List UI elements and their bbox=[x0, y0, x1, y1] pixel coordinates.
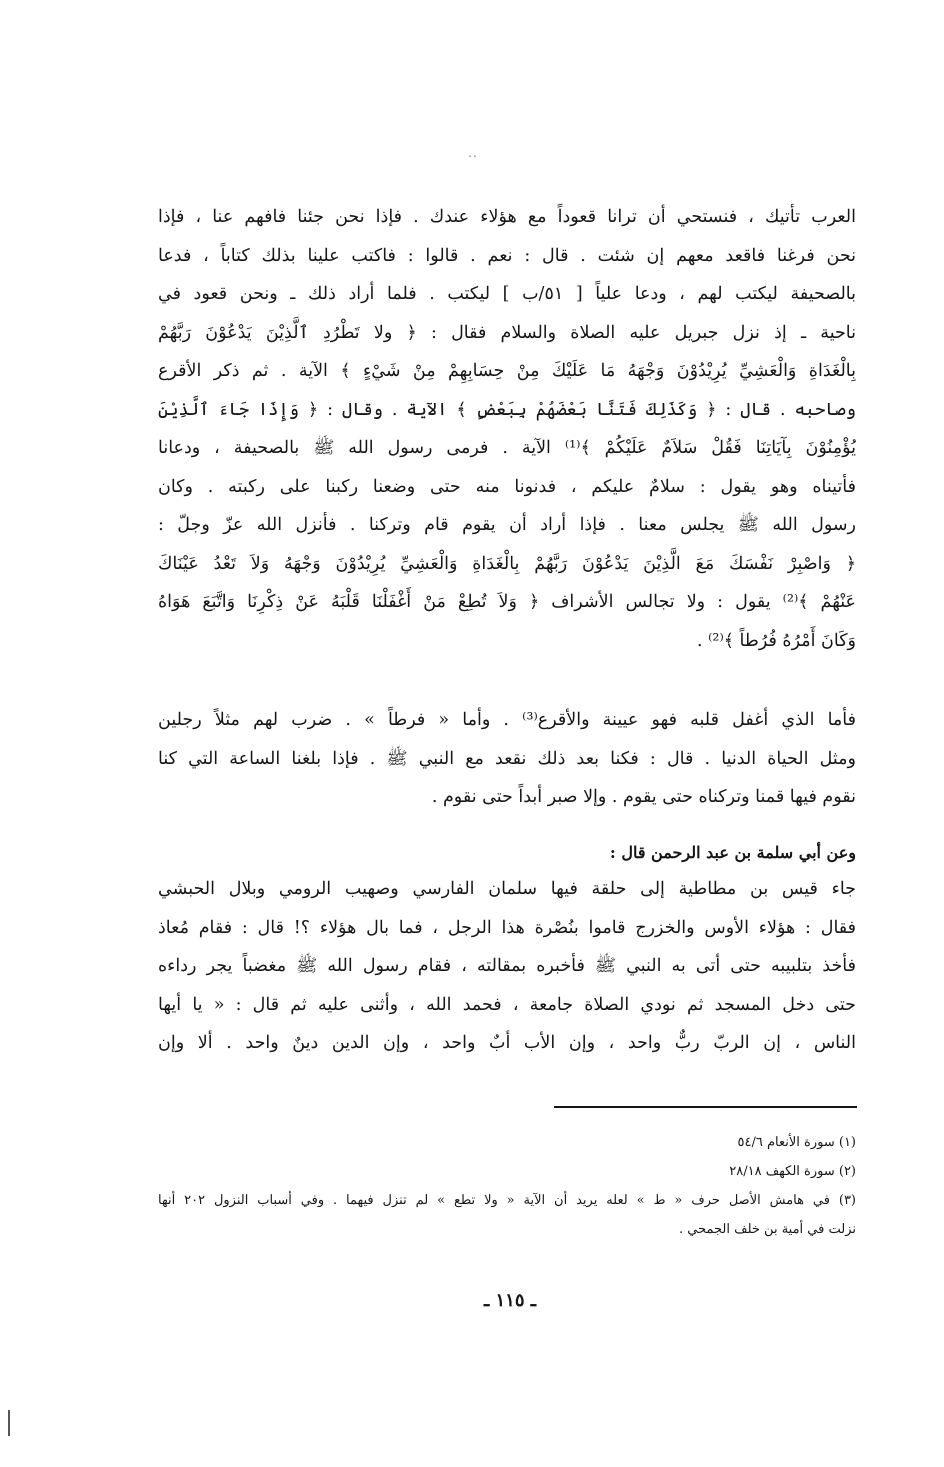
text-line: جاء قيس بن مطاطية إلى حلقة فيها سلمان الفارسي وصهيب الرومي وبلال الحبشي bbox=[158, 879, 856, 899]
text-line: ﴿ وَاصْبِرْ نَفْسَكَ مَعَ الَّذِيْنَ يَدْعُوْنَ رَبَّهُمْ بِالْغَدَاةِ وَالْعَشِيِّ يُرِيْدُوْنَ وَجْهَهُ وَلاَ تَعْدُ عَيْنَاكَ bbox=[158, 553, 856, 574]
text-line: عَنْهُمْ ﴾⁽²⁾ يقول : ولا تجالس الأشراف ﴿ وَلاَ تُطِعْ مَنْ أَغْفَلْنَا قَلْبَهُ عَنْ ذِكْرِنَا وَاتَّبَعَ هَوَاهُ bbox=[158, 592, 856, 612]
text-line: رسول الله ﷺ يجلس معنا . فإذا أراد أن يقوم قام وتركنا . فأنزل الله عزّ وجلّ : bbox=[158, 515, 856, 535]
paragraph-1 bbox=[158, 198, 856, 660]
text-line: بالصحيفة ليكتب لهم ، ودعا علياً [ ٥١/ب ] ليكتب . فلما أراد ذلك ـ ونحن قعود في bbox=[158, 284, 856, 304]
text-line: نحن فرغنا فاقعد معهم إن شئت . قال : نعم . قالوا : فاكتب علينا بذلك كتاباً ، فدعا bbox=[158, 245, 856, 266]
text-line: فأخذ بتلبيبه حتى أتى به النبي ﷺ فأخبره بمقالته ، فقام رسول الله ﷺ مغضباً يجر رداءه bbox=[158, 956, 856, 976]
text-line: نقوم فيها قمنا وتركناه حتى يقوم . وإلا صبر أبداً حتى نقوم . bbox=[431, 787, 856, 807]
text-line: بِالْغَدَاةِ وَالْعَشِيِّ يُرِيْدُوْنَ وَجْهَهُ مَا عَلَيْكَ مِنْ حِسَابِهِمْ مِنْ شَيْءٍ ﴾ الآية . ثم ذكر الأقرع bbox=[158, 361, 856, 381]
footnote-divider bbox=[554, 1106, 857, 1108]
text-line: فقال : هؤلاء الأوس والخزرج قاموا بنُصْرة هذا الرجل ، فما بال هؤلاء ؟! قال : فقام مُعاذ bbox=[158, 917, 856, 938]
footnote: (١) سورة الأنعام ٥٤/٦ bbox=[737, 1135, 856, 1150]
text-line: الناس ، إن الربّ ربٌّ واحد ، وإن الأب أبٌ واحد ، وإن الدين دينٌ واحد . ألا وإن bbox=[158, 1033, 856, 1053]
text-line: فأتيناه وهو يقول : سلامٌ عليكم ، فدنونا منه حتى وضعنا ركبنا على ركبته . وكان bbox=[158, 476, 856, 497]
text-line: العرب تأتيك ، فنستحي أن ترانا قعوداً مع هؤلاء عندك . فإذا نحن جئنا فافهم عنا ، فإذا bbox=[158, 207, 856, 227]
text-line: يُؤْمِنُوْنَ بِآيَاتِنَا فَقُلْ سَلاَمٌ عَلَيْكُمْ ﴾⁽¹⁾ الآية . فرمى رسول الله ﷺ بالصحيفة ، ودعانا bbox=[158, 438, 856, 458]
footnote: (٢) سورة الكهف ٢٨/١٨ bbox=[729, 1164, 856, 1179]
text-line: وصاحبه . قال : ﴿ وَكَذَلِكَ فَتَنَّا بَعْضَهُمْ بِبَعْضٍ ﴾ الآية . وقال : ﴿ وَإِذَا جَاءَ ٱلَّذِيْنَ bbox=[158, 399, 856, 420]
footnote: نزلت في أمية بن خلف الجمحي . bbox=[679, 1222, 856, 1237]
footnote: (٣) في هامش الأصل حرف « ط » لعله يريد أن الآية « ولا تطع » لم تنزل فيهما . وفي أسباب النزول ٢٠٢ أنها bbox=[158, 1193, 856, 1208]
paragraph-2 bbox=[158, 701, 856, 817]
paragraph-3 bbox=[158, 870, 856, 1063]
text-line: ناحية ـ إذ نزل جبريل عليه الصلاة والسلام فقال : ﴿ ولا تَطْرُدِ ٱلَّذِيْنَ يَدْعُوْنَ رَبَّهُمْ bbox=[158, 322, 856, 343]
top-mark: .. bbox=[468, 146, 478, 160]
page-number: ـ ١١٥ ـ bbox=[483, 1290, 537, 1311]
text-line: وَكَانَ أَمْرُهُ فُرُطاً ﴾⁽²⁾ . bbox=[696, 630, 856, 651]
section-heading: وعن أبي سلمة بن عبد الرحمن قال : bbox=[609, 843, 856, 862]
text-line: حتى دخل المسجد ثم نودي الصلاة جامعة ، فحمد الله ، وأثنى عليه ثم قال : « يا أيها bbox=[158, 994, 856, 1015]
text-line: فأما الذي أغفل قلبه فهو عيينة والأقرع⁽³⁾ . وأما « فرطاً » . ضرب لهم مثلاً رجلين bbox=[158, 710, 856, 730]
scan-margin-mark bbox=[8, 1410, 10, 1436]
text-line: ومثل الحياة الدنيا . قال : فكنا بعد ذلك نقعد مع النبي ﷺ . فإذا بلغنا الساعة التي كنا bbox=[158, 748, 856, 769]
footnotes bbox=[158, 1128, 856, 1244]
